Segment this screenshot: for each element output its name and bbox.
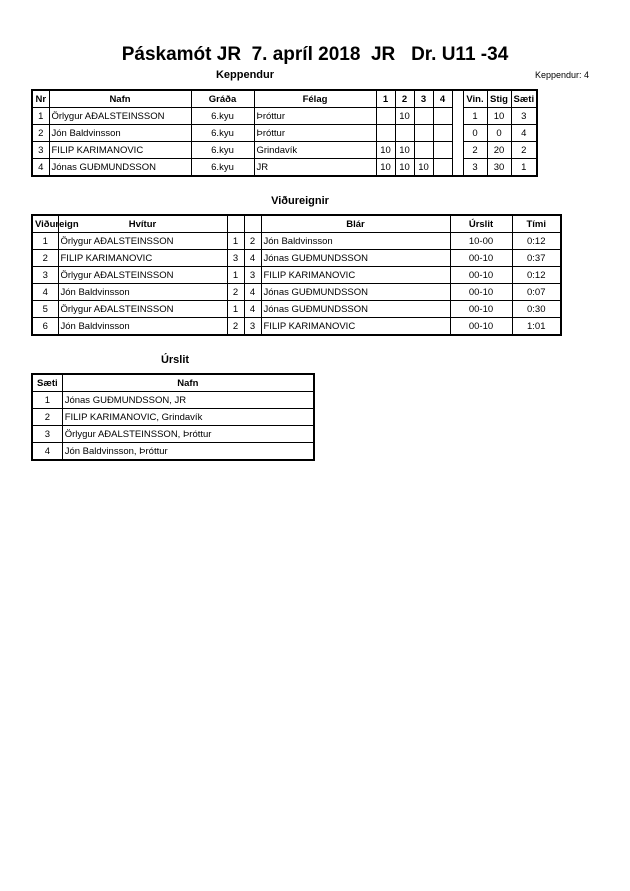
column-gap — [452, 90, 463, 108]
cell-round-2: 10 — [395, 159, 414, 177]
cell-round-3 — [414, 125, 433, 142]
table-row — [32, 318, 561, 336]
cell-vidureign-nr: 3 — [32, 267, 58, 284]
keppendur-heading: Keppendur — [215, 69, 275, 81]
header-nafn: Nafn — [62, 374, 314, 392]
header-nr: Nr — [32, 90, 49, 108]
table-row — [32, 250, 561, 267]
cell-round-3: 10 — [414, 159, 433, 177]
cell-urslit: 00-10 — [450, 284, 512, 301]
table-row — [32, 443, 314, 461]
urslit-header-row — [32, 374, 314, 392]
cell-round-4 — [433, 125, 452, 142]
cell-hvitur: Jón Baldvinsson — [58, 318, 227, 336]
cell-grada: 6.kyu — [191, 108, 254, 125]
cell-timi: 0:07 — [512, 284, 561, 301]
header-round-3: 3 — [414, 90, 433, 108]
header-blar-nr — [244, 215, 261, 233]
cell-felag: JR — [254, 159, 376, 177]
cell-hvitur-nr: 1 — [227, 301, 244, 318]
keppendur-table — [31, 89, 538, 177]
cell-blar: Jónas GUÐMUNDSSON — [261, 284, 450, 301]
urslit-table — [31, 373, 315, 461]
header-hvitur: Hvítur — [58, 215, 227, 233]
cell-urslit: 00-10 — [450, 267, 512, 284]
cell-urslit: 00-10 — [450, 250, 512, 267]
cell-timi: 0:12 — [512, 233, 561, 250]
cell-vin: 2 — [463, 142, 487, 159]
cell-nr: 1 — [32, 108, 49, 125]
column-gap — [452, 108, 463, 125]
column-gap — [452, 159, 463, 177]
table-row — [32, 159, 537, 177]
cell-grada: 6.kyu — [191, 159, 254, 177]
header-vidureign: Viðureign — [32, 215, 58, 233]
header-saeti: Sæti — [511, 90, 537, 108]
cell-blar: Jónas GUÐMUNDSSON — [261, 301, 450, 318]
cell-round-1: 10 — [376, 159, 395, 177]
cell-blar-nr: 4 — [244, 301, 261, 318]
cell-saeti: 3 — [511, 108, 537, 125]
cell-felag: Grindavík — [254, 142, 376, 159]
header-stig: Stig — [487, 90, 511, 108]
table-row — [32, 267, 561, 284]
table-row — [32, 108, 537, 125]
cell-round-4 — [433, 159, 452, 177]
cell-saeti: 4 — [32, 443, 62, 461]
cell-saeti: 4 — [511, 125, 537, 142]
column-gap — [452, 142, 463, 159]
cell-round-2 — [395, 125, 414, 142]
cell-round-2: 10 — [395, 108, 414, 125]
cell-stig: 30 — [487, 159, 511, 177]
table-row — [32, 233, 561, 250]
cell-hvitur: Örlygur AÐALSTEINSSON — [58, 301, 227, 318]
header-grada: Gráða — [191, 90, 254, 108]
header-round-1: 1 — [376, 90, 395, 108]
cell-vidureign-nr: 5 — [32, 301, 58, 318]
cell-round-1 — [376, 125, 395, 142]
cell-round-1 — [376, 108, 395, 125]
cell-felag: Þróttur — [254, 125, 376, 142]
cell-blar: FILIP KARIMANOVIC — [261, 267, 450, 284]
urslit-heading: Úrslit — [160, 354, 190, 366]
cell-nafn: Örlygur AÐALSTEINSSON — [49, 108, 191, 125]
cell-vidureign-nr: 2 — [32, 250, 58, 267]
cell-nafn: FILIP KARIMANOVIC, Grindavík — [62, 409, 314, 426]
cell-hvitur: FILIP KARIMANOVIC — [58, 250, 227, 267]
cell-round-3 — [414, 142, 433, 159]
cell-round-4 — [433, 108, 452, 125]
cell-hvitur: Örlygur AÐALSTEINSSON — [58, 267, 227, 284]
cell-timi: 0:12 — [512, 267, 561, 284]
cell-blar-nr: 4 — [244, 284, 261, 301]
cell-hvitur: Jón Baldvinsson — [58, 284, 227, 301]
cell-hvitur-nr: 1 — [227, 267, 244, 284]
cell-blar-nr: 4 — [244, 250, 261, 267]
cell-vin: 3 — [463, 159, 487, 177]
cell-hvitur-nr: 3 — [227, 250, 244, 267]
vidureignir-heading: Viðureignir — [271, 195, 329, 207]
cell-round-3 — [414, 108, 433, 125]
column-gap — [452, 125, 463, 142]
cell-timi: 0:30 — [512, 301, 561, 318]
cell-saeti: 2 — [32, 409, 62, 426]
cell-saeti: 1 — [32, 392, 62, 409]
cell-nr: 4 — [32, 159, 49, 177]
cell-round-2: 10 — [395, 142, 414, 159]
cell-nafn: Örlygur AÐALSTEINSSON, Þróttur — [62, 426, 314, 443]
cell-vin: 1 — [463, 108, 487, 125]
cell-blar-nr: 3 — [244, 318, 261, 336]
cell-nafn: Jón Baldvinsson — [49, 125, 191, 142]
cell-grada: 6.kyu — [191, 142, 254, 159]
header-round-4: 4 — [433, 90, 452, 108]
cell-vin: 0 — [463, 125, 487, 142]
cell-stig: 10 — [487, 108, 511, 125]
cell-nr: 3 — [32, 142, 49, 159]
cell-blar-nr: 2 — [244, 233, 261, 250]
header-blar: Blár — [261, 215, 450, 233]
header-timi: Tími — [512, 215, 561, 233]
cell-urslit: 00-10 — [450, 318, 512, 336]
cell-nr: 2 — [32, 125, 49, 142]
keppendur-header-row — [32, 90, 537, 108]
cell-vidureign-nr: 4 — [32, 284, 58, 301]
cell-saeti: 2 — [511, 142, 537, 159]
header-round-2: 2 — [395, 90, 414, 108]
cell-grada: 6.kyu — [191, 125, 254, 142]
header-hvitur-nr — [227, 215, 244, 233]
cell-hvitur-nr: 2 — [227, 318, 244, 336]
header-urslit: Úrslit — [450, 215, 512, 233]
vidureignir-table — [31, 214, 562, 336]
header-saeti: Sæti — [32, 374, 62, 392]
table-row — [32, 426, 314, 443]
cell-blar: Jónas GUÐMUNDSSON — [261, 250, 450, 267]
keppendur-count: Keppendur: 4 — [535, 70, 590, 80]
cell-hvitur-nr: 1 — [227, 233, 244, 250]
cell-hvitur-nr: 2 — [227, 284, 244, 301]
cell-felag: Þróttur — [254, 108, 376, 125]
table-row — [32, 284, 561, 301]
vidureignir-header-row — [32, 215, 561, 233]
cell-urslit: 10-00 — [450, 233, 512, 250]
cell-nafn: Jónas GUÐMUNDSSON — [49, 159, 191, 177]
cell-urslit: 00-10 — [450, 301, 512, 318]
header-nafn: Nafn — [49, 90, 191, 108]
cell-nafn: Jón Baldvinsson, Þróttur — [62, 443, 314, 461]
cell-round-4 — [433, 142, 452, 159]
cell-timi: 0:37 — [512, 250, 561, 267]
cell-stig: 20 — [487, 142, 511, 159]
cell-round-1: 10 — [376, 142, 395, 159]
table-row — [32, 392, 314, 409]
cell-blar: FILIP KARIMANOVIC — [261, 318, 450, 336]
cell-timi: 1:01 — [512, 318, 561, 336]
table-row — [32, 409, 314, 426]
cell-stig: 0 — [487, 125, 511, 142]
cell-vidureign-nr: 6 — [32, 318, 58, 336]
cell-hvitur: Örlygur AÐALSTEINSSON — [58, 233, 227, 250]
header-vin: Vin. — [463, 90, 487, 108]
header-felag: Félag — [254, 90, 376, 108]
table-row — [32, 142, 537, 159]
cell-saeti: 3 — [32, 426, 62, 443]
page-title: Páskamót JR 7. apríl 2018 JR Dr. U11 -34 — [121, 44, 509, 65]
table-row — [32, 301, 561, 318]
cell-saeti: 1 — [511, 159, 537, 177]
cell-nafn: Jónas GUÐMUNDSSON, JR — [62, 392, 314, 409]
cell-blar-nr: 3 — [244, 267, 261, 284]
cell-vidureign-nr: 1 — [32, 233, 58, 250]
cell-blar: Jón Baldvinsson — [261, 233, 450, 250]
cell-nafn: FILIP KARIMANOVIC — [49, 142, 191, 159]
table-row — [32, 125, 537, 142]
